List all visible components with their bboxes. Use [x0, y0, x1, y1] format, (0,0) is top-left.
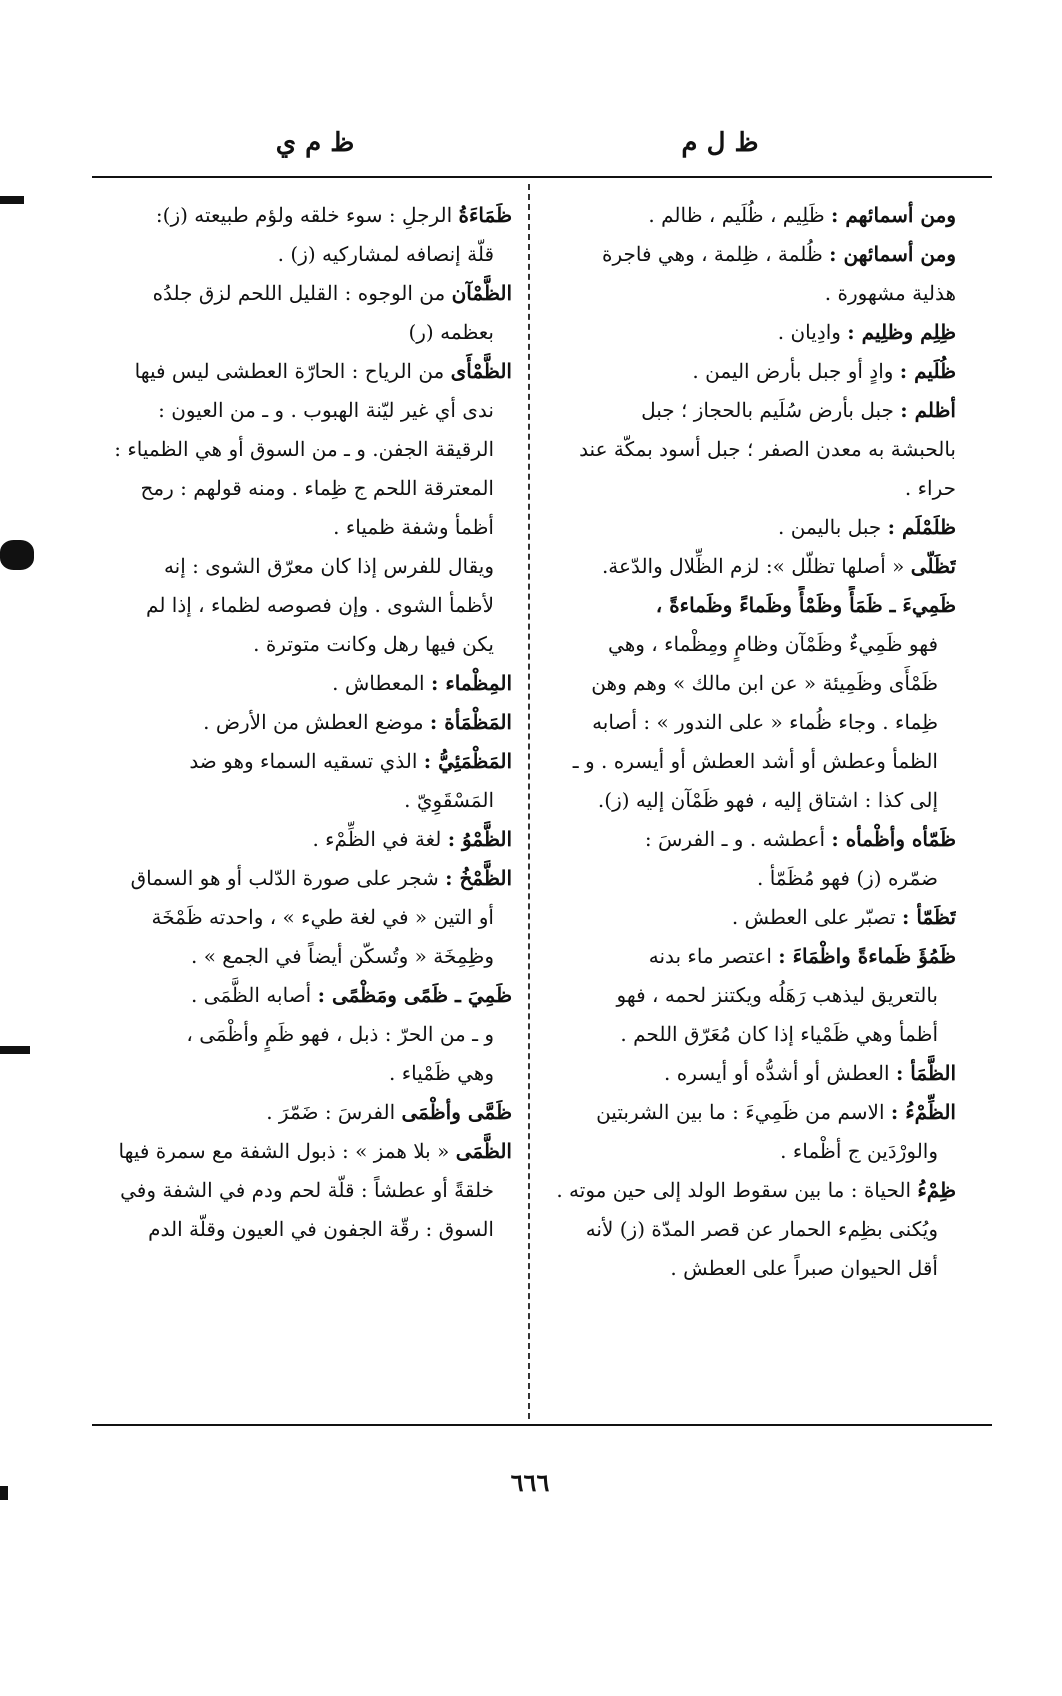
headword: ظَمُؤَ ظَماءةً واظْمَاءَ : [778, 944, 956, 968]
scan-mark [0, 196, 24, 204]
definition-text: ضمّره (ز) فهو مُظَمّأ . [757, 866, 938, 890]
entry-line [548, 742, 956, 781]
entry-line [548, 1132, 956, 1171]
entry-line [548, 313, 956, 352]
left-column [80, 196, 512, 1249]
definition-text: جبل بأرض سُلَيم بالحجاز ؛ جبل [641, 398, 901, 422]
right-column [548, 196, 956, 1288]
column-divider [528, 184, 530, 1419]
entry-line [80, 1093, 512, 1132]
entry-line [80, 1015, 512, 1054]
definition-text: الحياة : ما بين سقوط الولد إلى حين موته . [556, 1178, 918, 1202]
headword: ظَمَّى وأظْمَى [401, 1100, 512, 1124]
definition-text: المعترقة اللحم ج ظِماء . ومنه قولهم : رمح [140, 476, 494, 500]
definition-text: الرقيقة الجفن. و ـ من السوق أو هي الظمياء : [114, 437, 494, 461]
definition-text: فهو ظَمِيءٌ وظَمْآن وظامٍ ومِظْماء ، وهي [608, 632, 938, 656]
definition-text: ندى أي غير ليّنة الهبوب . و ـ من العيون : [158, 398, 494, 422]
entry-line [80, 781, 512, 820]
entry-line [80, 937, 512, 976]
definition-text: أقل الحيوان صبراً على العطش . [670, 1256, 938, 1280]
definition-text: ويُكنى بظِمء الحمار عن قصر المدّة (ز) لأنه [585, 1217, 938, 1241]
definition-text: لأظمأ الشوى . وإن فصوصه لظماء ، إذا لم [146, 593, 494, 617]
entry-line [548, 1054, 956, 1093]
running-head-left: ظ م ي [275, 128, 355, 158]
entry-line [80, 1132, 512, 1171]
entry-line [548, 625, 956, 664]
definition-text: و ـ من الحرّ : ذبل ، فهو ظَمٍ وأظْمَى ، [186, 1022, 494, 1046]
entry-line [548, 469, 956, 508]
entry-line [80, 859, 512, 898]
headword: ظِلِم وظلِيم : [847, 320, 956, 344]
definition-text: الاسم من ظَمِيءَ : ما بين الشربتين [596, 1100, 891, 1124]
definition-text: بعظمه (ر) [408, 320, 494, 344]
entry-line [548, 1171, 956, 1210]
entry-line [80, 547, 512, 586]
headword: ومن أسمائهم : [831, 203, 956, 227]
entry-line [548, 508, 956, 547]
headword: تَظَلّى [910, 554, 956, 578]
headword: الظَّمْوُ : [447, 827, 512, 851]
definition-text: حراء . [904, 476, 956, 500]
definition-text: تصبّر على العطش . [731, 905, 903, 929]
headword: ظَمّأه وأظْمأه : [831, 827, 956, 851]
definition-text: السوق : رقّة الجفون في العيون وقلّة الدم [148, 1217, 494, 1241]
definition-text: والورْدَين ج أظْماء . [780, 1139, 938, 1163]
entry-line [80, 196, 512, 235]
definition-text: أو التين « في لغة طيء » ، واحدته ظَمْخَة [151, 905, 494, 929]
entry-line [80, 274, 512, 313]
entry-line [80, 430, 512, 469]
definition-text: الفرسَ : ضَمّرَ . [266, 1100, 402, 1124]
entry-line [548, 430, 956, 469]
entry-line [548, 1249, 956, 1288]
definition-text: اعتصر ماء بدنه [648, 944, 779, 968]
definition-text: وظِمِخَة « وتُسكّن أيضاً في الجمع » . [191, 944, 494, 968]
definition-text: موضع العطش من الأرض . [203, 710, 430, 734]
entry-line [548, 547, 956, 586]
entry-line [80, 469, 512, 508]
definition-text: « أصلها تظلّل »: لزم الظِّلال والدّعة. [601, 554, 911, 578]
entry-line [548, 664, 956, 703]
entry-line [548, 781, 956, 820]
definition-text: قلّة إنصافه لمشاركيه (ز) . [277, 242, 494, 266]
entry-line [548, 586, 956, 625]
definition-text: شجر على صورة الدّلب أو هو السماق [130, 866, 446, 890]
headword: ظلَمْلَم : [887, 515, 956, 539]
entry-line [548, 1015, 956, 1054]
definition-text: المعطاش . [332, 671, 431, 695]
scan-mark [0, 1486, 8, 1500]
entry-line [548, 391, 956, 430]
entry-line [548, 352, 956, 391]
definition-text: « بلا همز » : ذبول الشفة مع سمرة فيها [118, 1139, 456, 1163]
headword: الظَّمَأ : [895, 1061, 956, 1085]
definition-text: أعطشه . و ـ الفرسَ : [644, 827, 832, 851]
definition-text: جبل باليمن . [778, 515, 888, 539]
definition-text: الذي تسقيه السماء وهو ضد [189, 749, 424, 773]
definition-text: إلى كذا : اشتاق إليه ، فهو ظَمْآن إليه (ز). [597, 788, 938, 812]
definition-text: الرجلِ : سوء خلقه ولؤم طبيعته (ز): [155, 203, 459, 227]
definition-text: لغة في الظِّمْء . [312, 827, 448, 851]
entry-line [548, 235, 956, 274]
entry-line [548, 1093, 956, 1132]
headword: المِظْماء : [430, 671, 512, 695]
entry-line [80, 508, 512, 547]
definition-text: وادٍ أو جبل بأرض اليمن . [692, 359, 900, 383]
entry-line [80, 703, 512, 742]
definition-text: أظمأ وشفة ظمياء . [333, 515, 494, 539]
definition-text: وهي ظَمْياء . [389, 1061, 494, 1085]
headword: تَظَمّأ : [902, 905, 956, 929]
entry-line [548, 274, 956, 313]
definition-text: ظَلِيم ، ظُلَيم ، ظالم . [648, 203, 832, 227]
entry-line [80, 898, 512, 937]
entry-line [80, 820, 512, 859]
headword: ومن أسمائهن : [829, 242, 956, 266]
definition-text: ظَمْأَى وظَمِيئة « عن ابن مالك » وهم وهن [591, 671, 938, 695]
headword: الظَّمَى [455, 1139, 512, 1163]
page-number: ٦٦٦ [510, 1468, 550, 1497]
headword: الظَّمْآن [451, 281, 512, 305]
header-rule [92, 176, 992, 178]
headword: الظَّمْخُ : [445, 866, 512, 890]
entry-line [80, 976, 512, 1015]
entry-line [548, 859, 956, 898]
entry-line [80, 313, 512, 352]
definition-text: المَسْقَوِيّ . [404, 788, 494, 812]
definition-text: من الوجوه : القليل اللحم لزق جلدُه [152, 281, 452, 305]
entry-line [548, 820, 956, 859]
entry-line [80, 625, 512, 664]
definition-text: ظِماء . وجاء ظُماء « على الندور » : أصابه [592, 710, 938, 734]
entry-line [80, 1210, 512, 1249]
footer-rule [92, 1424, 992, 1426]
headword: ظَمَاءَةُ [458, 203, 512, 227]
definition-text: ويقال للفرس إذا كان معرّق الشوى : إنه [163, 554, 494, 578]
scan-mark [0, 540, 34, 570]
definition-text: العطش أو أشدُّه أو أيسره . [664, 1061, 896, 1085]
definition-text: وادِيان . [777, 320, 848, 344]
entry-line [548, 196, 956, 235]
entry-line [80, 586, 512, 625]
entry-line [80, 1171, 512, 1210]
headword: المَظْمَأة : [429, 710, 512, 734]
definition-text: أظمأ وهي ظَمْياء إذا كان مُعَرّق اللحم . [620, 1022, 938, 1046]
entry-line [548, 976, 956, 1015]
entry-line [80, 1054, 512, 1093]
definition-text: الظمأ وعطش أو أشد العطش أو أيسره . و ـ [572, 749, 938, 773]
entry-line [80, 742, 512, 781]
headword: أظلم : [900, 398, 956, 422]
definition-text: يكن فيها رهل وكانت متوترة . [253, 632, 494, 656]
entry-line [80, 352, 512, 391]
headword: الظَّمْأَى [450, 359, 512, 383]
definition-text: خلقةً أو عطشاً : قلّة لحم ودم في الشفة وفي [120, 1178, 494, 1202]
entry-line [548, 1210, 956, 1249]
headword: ظُلَيم : [899, 359, 956, 383]
headword: الظِّمْءُ : [890, 1100, 956, 1124]
entry-line [80, 235, 512, 274]
scan-mark [0, 1046, 30, 1054]
entry-line [80, 664, 512, 703]
definition-text: من الرياح : الحارّة العطشى ليس فيها [134, 359, 451, 383]
headword: المَظْمَئِيُّ : [423, 749, 512, 773]
definition-text: بالتعريق ليذهب رَهَلُه ويكتنز لحمه ، فهو [616, 983, 938, 1007]
entry-line [548, 703, 956, 742]
entry-line [548, 937, 956, 976]
entry-line [80, 391, 512, 430]
running-head-right: ظ ل م [681, 128, 759, 158]
definition-text: ظُلمة ، ظِلمة ، وهي فاجرة [602, 242, 830, 266]
headword: ظَمِيءَ ـ ظَمَأً وظَمْأً وظَماءً وظَماءةً ، [655, 593, 956, 617]
definition-text: بالحبشة به معدن الصفر ؛ جبل أسود بمكّة عند [579, 437, 956, 461]
headword: ظَمِيَ ـ ظَمًى ومَظْمًى : [317, 983, 512, 1007]
definition-text: هذلية مشهورة . [824, 281, 956, 305]
definition-text: أصابه الظَّمَى . [190, 983, 318, 1007]
headword: ظِمْءُ [917, 1178, 956, 1202]
entry-line [548, 898, 956, 937]
